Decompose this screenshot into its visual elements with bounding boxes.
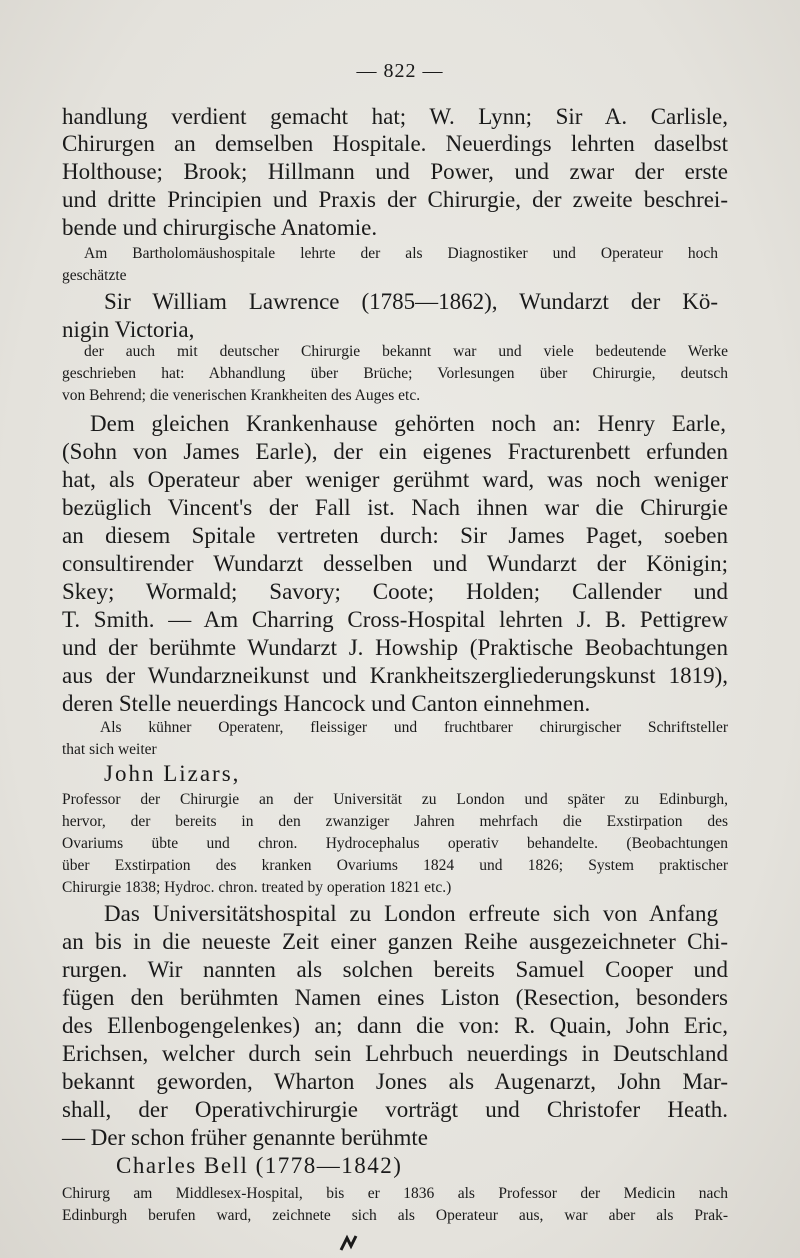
note-line: Als kühner Operatenr, fleissiger und fruchtbarer chirurgischer Schriftsteller	[100, 719, 728, 736]
text-line: Das Universitätshospital zu London erfreute sich von Anfang	[104, 901, 718, 926]
text-line: (Sohn von James Earle), der ein eigenes Fracturenbett erfunden	[62, 439, 728, 464]
note-line: Ovariums übte und chron. Hydrocephalus operativ behandelte. (Beobachtungen	[62, 835, 728, 852]
text-line: bekannt geworden, Wharton Jones als Augenarzt, John Mar-	[62, 1069, 728, 1094]
note-line: that sich weiter	[62, 741, 157, 758]
text-line: rurgen. Wir nannten als solchen bereits Samuel Cooper und	[62, 957, 728, 982]
note-line: geschätzte	[62, 267, 127, 284]
text-line: Skey; Wormald; Savory; Coote; Holden; Callender und	[62, 579, 728, 604]
text-line: hat, als Operateur aber weniger gerühmt ward, was noch weniger	[62, 467, 728, 492]
text-line: consultirender Wundarzt desselben und Wundarzt der Königin;	[62, 551, 728, 576]
note-line: Am Bartholomäushospitale lehrte der als Diagnostiker und Operateur hoch	[84, 245, 718, 262]
text-line: an diesem Spitale vertreten durch: Sir James Paget, soeben	[62, 523, 728, 548]
note-line: von Behrend; die venerischen Krankheiten des Auges etc.	[62, 387, 421, 404]
text-line: Dem gleichen Krankenhause gehörten noch an: Henry Earle,	[90, 411, 726, 436]
text-line: des Ellenbogengelenkes) an; dann die von: R. Quain, John Eric,	[62, 1013, 728, 1038]
text-line: shall, der Operativchirurgie vorträgt und Christofer Heath.	[62, 1097, 728, 1122]
text-line: und dritte Principien und Praxis der Chirurgie, der zweite beschrei-	[62, 187, 728, 212]
person-heading: Sir William Lawrence (1785—1862), Wundarzt der Kö-	[104, 289, 718, 314]
text-line: fügen den berühmten Namen eines Liston (Resection, besonders	[62, 985, 728, 1010]
text-line: aus der Wundarzneikunst und Krankheitszergliederungskunst 1819),	[62, 663, 728, 688]
person-heading: Charles Bell (1778—1842)	[116, 1153, 403, 1178]
text-line: bezüglich Vincent's der Fall ist. Nach ihnen war die Chirurgie	[62, 495, 728, 520]
note-line: der auch mit deutscher Chirurgie bekannt war und viele bedeutende Werke	[84, 343, 728, 360]
text-line: an bis in die neueste Zeit einer ganzen Reihe ausgezeichneter Chi-	[62, 929, 728, 954]
text-line: T. Smith. — Am Charring Cross-Hospital lehrten J. B. Pettigrew	[62, 607, 728, 632]
note-line: Professor der Chirurgie an der Universität zu London und später zu Edinburgh,	[62, 791, 728, 808]
text-line: handlung verdient gemacht hat; W. Lynn; Sir A. Carlisle,	[62, 104, 728, 129]
person-heading: John Lizars,	[104, 761, 241, 786]
text-line: — Der schon früher genannte berühmte	[62, 1125, 428, 1150]
page-number: — 822 —	[356, 60, 444, 82]
text-line: nigin Victoria,	[62, 317, 195, 342]
text-line: deren Stelle neuerdings Hancock und Canton einnehmen.	[62, 691, 591, 716]
text-line: bende und chirurgische Anatomie.	[62, 215, 378, 240]
note-line: hervor, der bereits in den zwanziger Jahren mehrfach die Exstirpation des	[62, 813, 728, 830]
note-line: über Exstirpation des kranken Ovariums 1824 und 1826; System praktischer	[62, 857, 728, 874]
note-line: geschrieben hat: Abhandlung über Brüche; Vorlesungen über Chirurgie, deutsch	[62, 365, 728, 382]
text-line: Erichsen, welcher durch sein Lehrbuch neuerdings in Deutschland	[62, 1041, 728, 1066]
text-line: Holthouse; Brook; Hillmann und Power, und zwar der erste	[62, 159, 728, 184]
note-line: Chirurg am Middlesex-Hospital, bis er 1836 als Professor der Medicin nach	[62, 1185, 728, 1202]
text-line: Chirurgen an demselben Hospitale. Neuerdings lehrten daselbst	[62, 131, 728, 156]
text-line: und der berühmte Wundarzt J. Howship (Praktische Beobachtungen	[62, 635, 728, 660]
note-line: Edinburgh berufen ward, zeichnete sich als Operateur aus, war aber als Prak-	[62, 1207, 728, 1224]
ink-mark-icon	[338, 1232, 360, 1252]
note-line: Chirurgie 1838; Hydroc. chron. treated by operation 1821 etc.)	[62, 879, 452, 896]
